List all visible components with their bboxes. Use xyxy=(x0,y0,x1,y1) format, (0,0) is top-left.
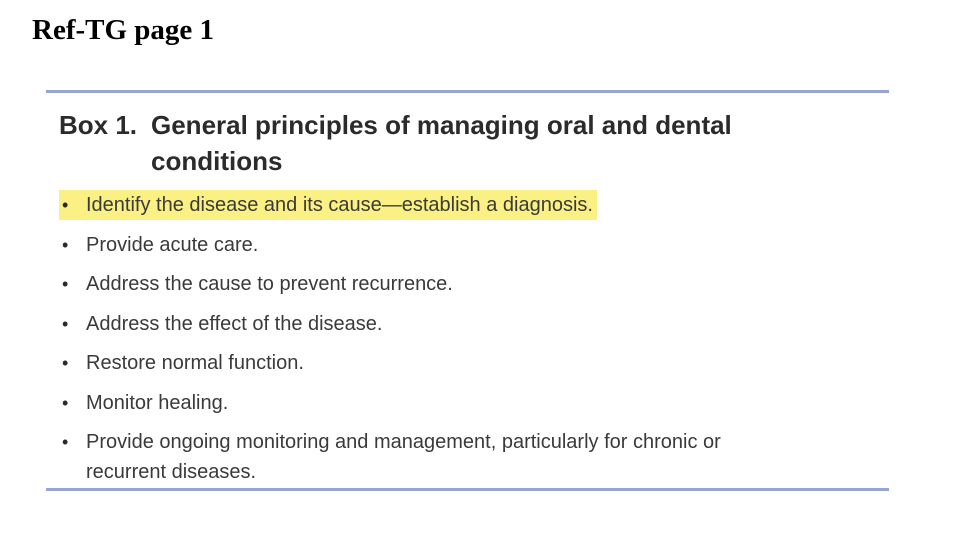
list-item xyxy=(59,388,826,418)
list-item-text: Address the cause to prevent recurrence. xyxy=(86,273,453,295)
list-item xyxy=(59,427,806,487)
list-item-text: Monitor healing. xyxy=(86,391,229,414)
list-item-text: Restore normal function. xyxy=(86,352,304,374)
bullet-icon: • xyxy=(62,234,69,255)
bullet-icon: • xyxy=(62,353,69,373)
list-item-text: Identify the disease and its cause—establish a diagnosis. xyxy=(86,194,593,216)
bullet-icon: • xyxy=(62,432,69,452)
bullet-icon: • xyxy=(62,195,69,215)
bullet-icon: • xyxy=(62,274,69,294)
list-item xyxy=(59,269,826,299)
list-item-text: Provide ongoing monitoring and management, particularly for chronic or recurrent diseases. xyxy=(86,431,721,483)
list-item xyxy=(59,348,826,378)
list-item-text: Provide acute care. xyxy=(86,233,259,256)
list-item-highlighted xyxy=(59,190,597,220)
box-title-text: General principles of managing oral and dental conditions xyxy=(151,110,732,176)
page-heading: Ref-TG page 1 xyxy=(32,14,215,46)
principles-box xyxy=(46,90,889,491)
bullet-icon: • xyxy=(62,313,69,334)
principles-list xyxy=(59,190,826,497)
box-title xyxy=(59,107,831,179)
box-number: Box 1. xyxy=(59,110,138,140)
list-item xyxy=(59,230,826,260)
list-item xyxy=(59,309,826,339)
bullet-icon: • xyxy=(62,392,69,413)
list-item-text: Address the effect of the disease. xyxy=(86,312,383,335)
